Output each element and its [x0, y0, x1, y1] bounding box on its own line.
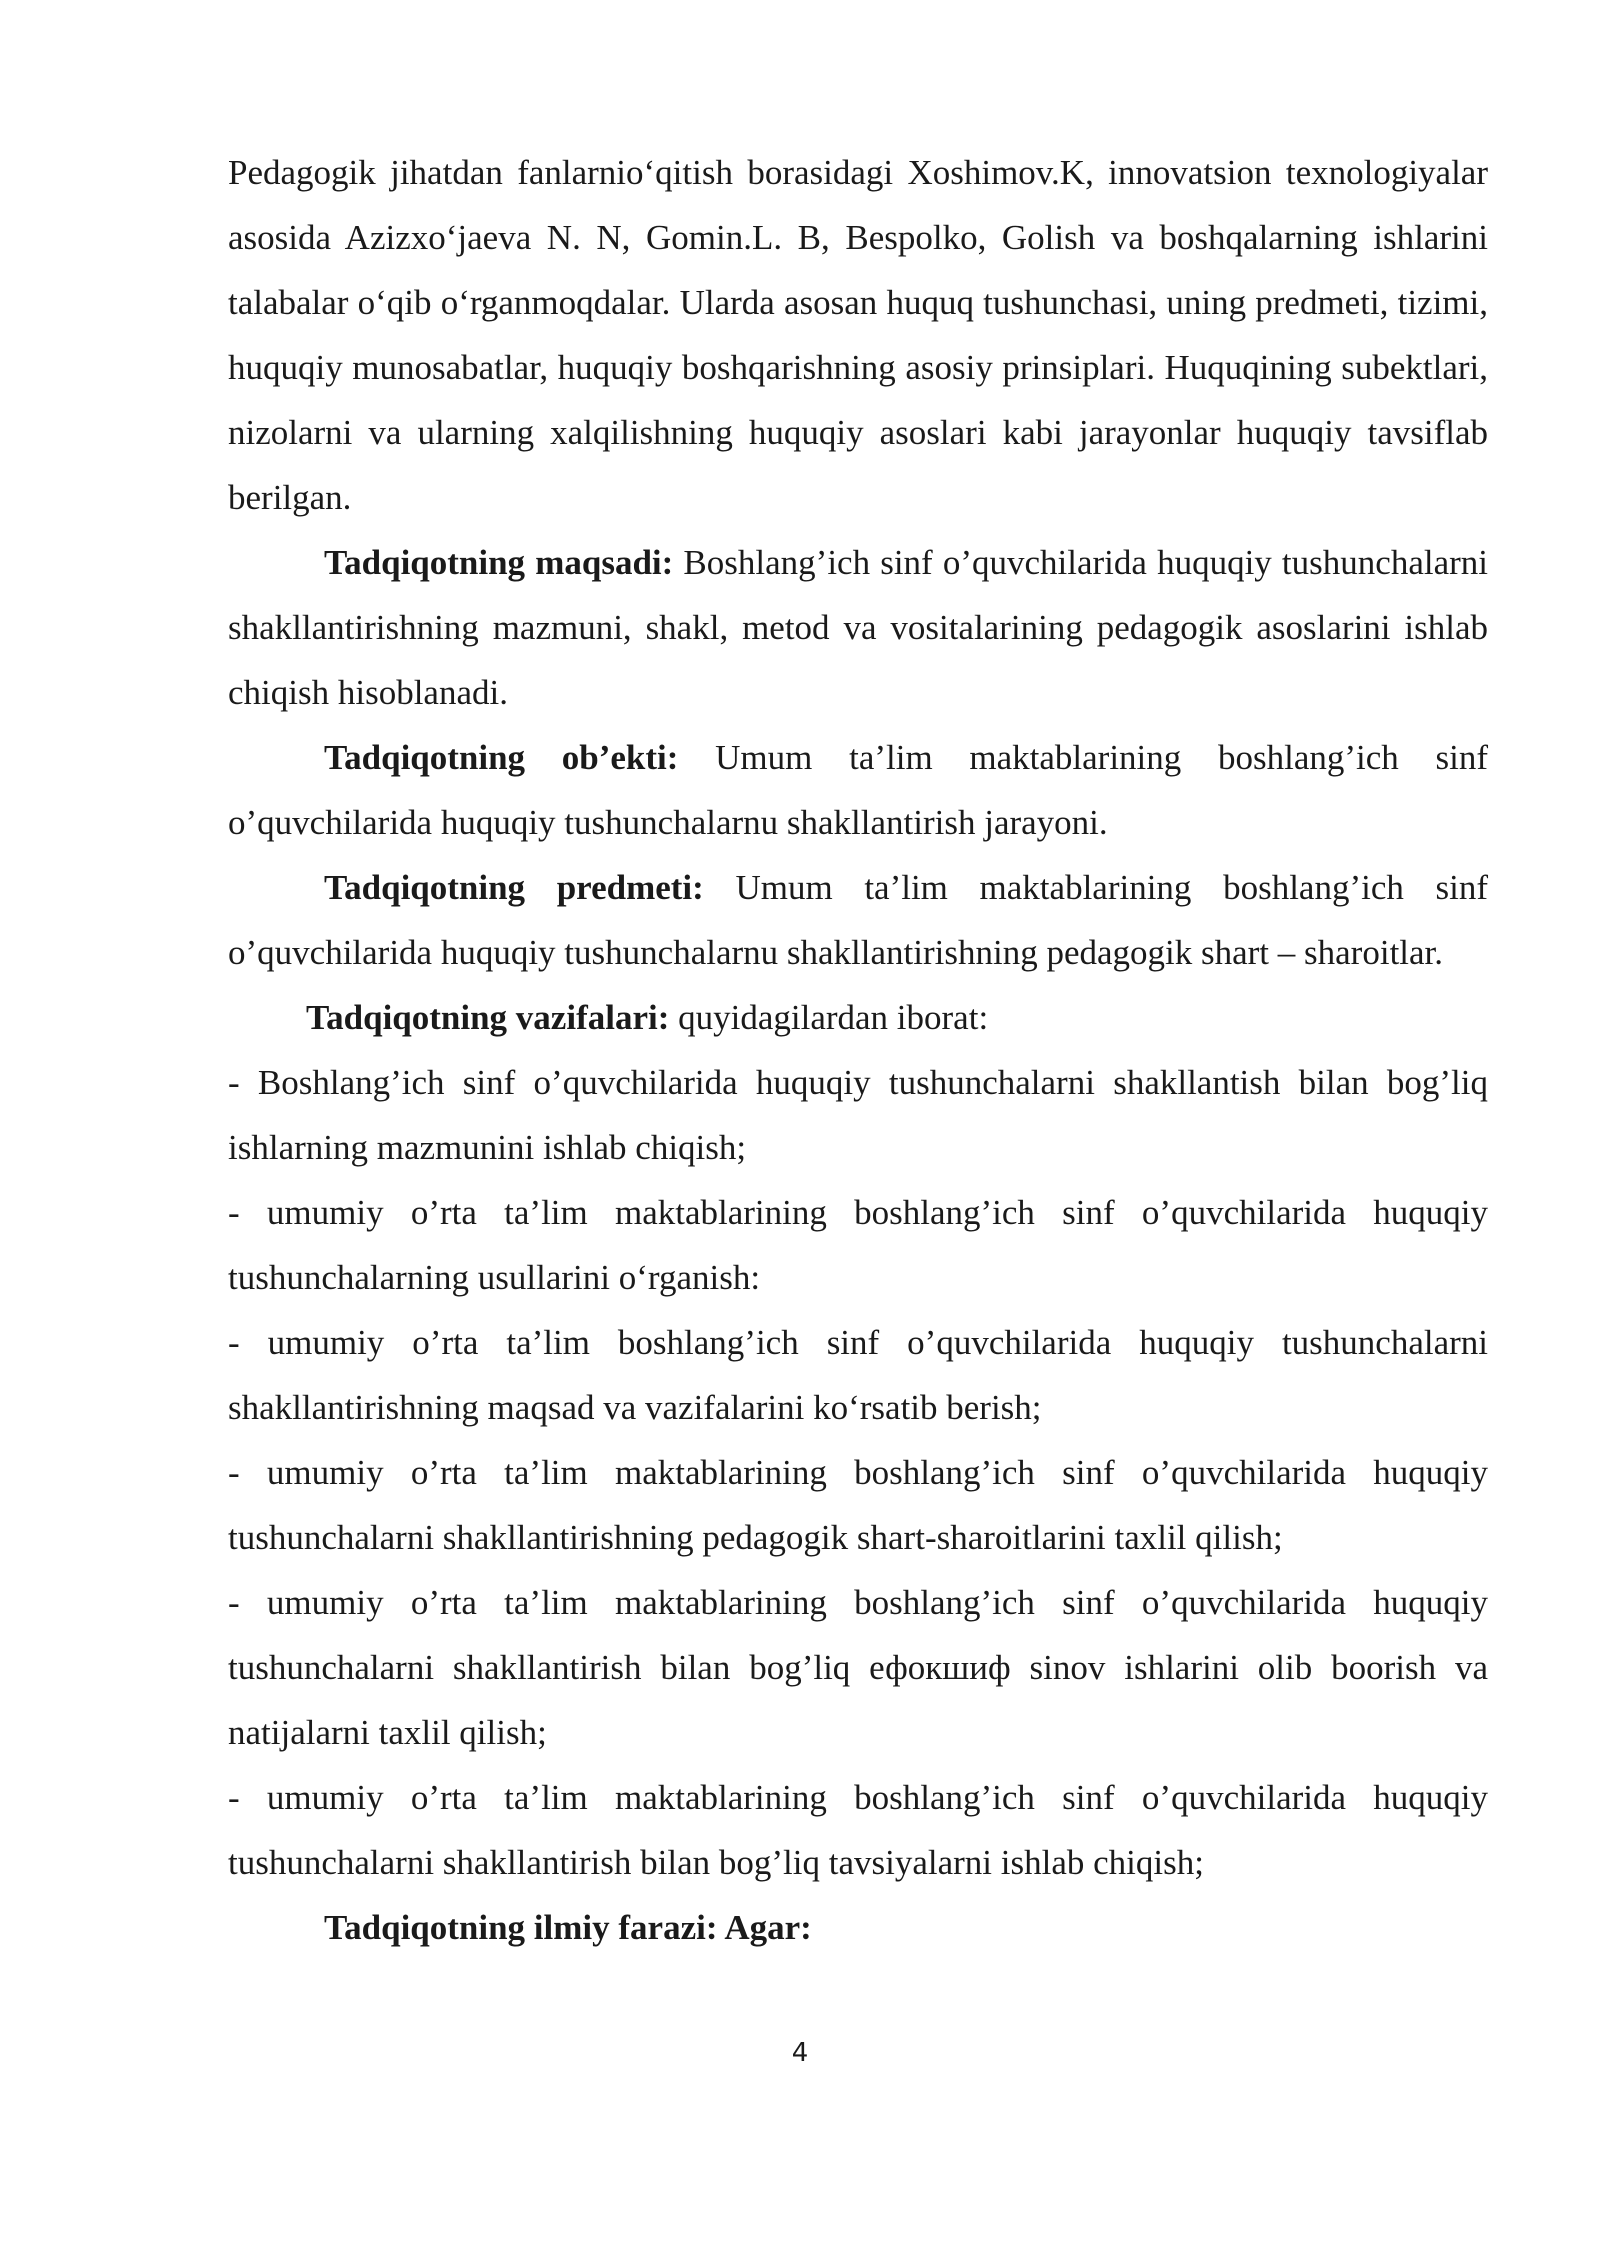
task-item: - umumiy o’rta ta’lim maktablarining boshlang’ich sinf o’quvchilarida huquqiy tushunchalarning usullarini o‘rganish:: [228, 1193, 1488, 1297]
research-goal-paragraph: [228, 530, 1488, 725]
research-subject-text: Umum ta’lim maktablarining boshlang’ich sinf o’quvchilarida huquqiy tushunchalarnu shakllantirishning pedagogik shart – sharoitlar.: [228, 868, 1489, 972]
research-subject-label: Tadqiqotning predmeti:: [324, 868, 704, 907]
research-tasks-text: quyidagilardan iborat:: [669, 998, 989, 1037]
task-item: - Boshlang’ich sinf o’quvchilarida huquqiy tushunchalarni shakllantish bilan bog’liq ishlarning mazmunini ishlab chiqish;: [228, 1063, 1488, 1167]
page-number: 4: [791, 2038, 809, 2068]
research-object-paragraph: [228, 725, 1488, 855]
research-object-text: Umum ta’lim maktablarining boshlang’ich sinf o’quvchilarida huquqiy tushunchalarnu shakllantirish jarayoni.: [228, 738, 1489, 842]
research-tasks-label: Tadqiqotning vazifalari:: [306, 998, 670, 1037]
task-item: - umumiy o’rta ta’lim boshlang’ich sinf o’quvchilarida huquqiy tushunchalarni shakllantirishning maqsad va vazifalarini ko‘rsatib berish;: [228, 1323, 1488, 1427]
research-goal-text: Boshlang’ich sinf o’quvchilarida huquqiy tushunchalarni shakllantirishning mazmuni, shakl, metod va vositalarining pedagogik asoslarini ishlab chiqish hisoblanadi.: [228, 543, 1488, 712]
intro-paragraph: Pedagogik jihatdan fanlarnio‘qitish borasidagi Xoshimov.K, innovatsion texnologiyalar asosida Azizxo‘jaeva N. N, Gomin.L. B, Bespolko, Golish va boshqalarning ishlarini talabalar o‘qib o‘rganmoqdalar. Ularda asosan huquq tushunchasi, uning predmeti, tizimi, huquqiy munosabatlar, huquqiy boshqarishning asosiy prinsiplari. Huquqining subektlari, nizolarni va ularning xalqilishning huquqiy asoslari kabi jarayonlar huquqiy tavsiflab berilgan.: [228, 153, 1488, 517]
research-subject-paragraph: [228, 855, 1488, 985]
task-item: - umumiy o’rta ta’lim maktablarining boshlang’ich sinf o’quvchilarida huquqiy tushunchalarni shakllantirish bilan bog’liq ефокшиф sinov ishlarini olib boorish va natijalarni taxlil qilish;: [228, 1583, 1488, 1752]
research-goal-label: Tadqiqotning maqsadi:: [324, 543, 674, 582]
research-tasks-paragraph: [228, 985, 1488, 1050]
hypothesis-heading: Tadqiqotning ilmiy farazi: Agar:: [324, 1908, 812, 1947]
research-object-label: Tadqiqotning ob’ekti:: [324, 738, 679, 777]
document-page: [228, 140, 1488, 1960]
task-item: - umumiy o’rta ta’lim maktablarining boshlang’ich sinf o’quvchilarida huquqiy tushunchalarni shakllantirishning pedagogik shart-sharoitlarini taxlil qilish;: [228, 1453, 1488, 1557]
task-item: - umumiy o’rta ta’lim maktablarining boshlang’ich sinf o’quvchilarida huquqiy tushunchalarni shakllantirish bilan bog’liq tavsiyalarni ishlab chiqish;: [228, 1778, 1488, 1882]
